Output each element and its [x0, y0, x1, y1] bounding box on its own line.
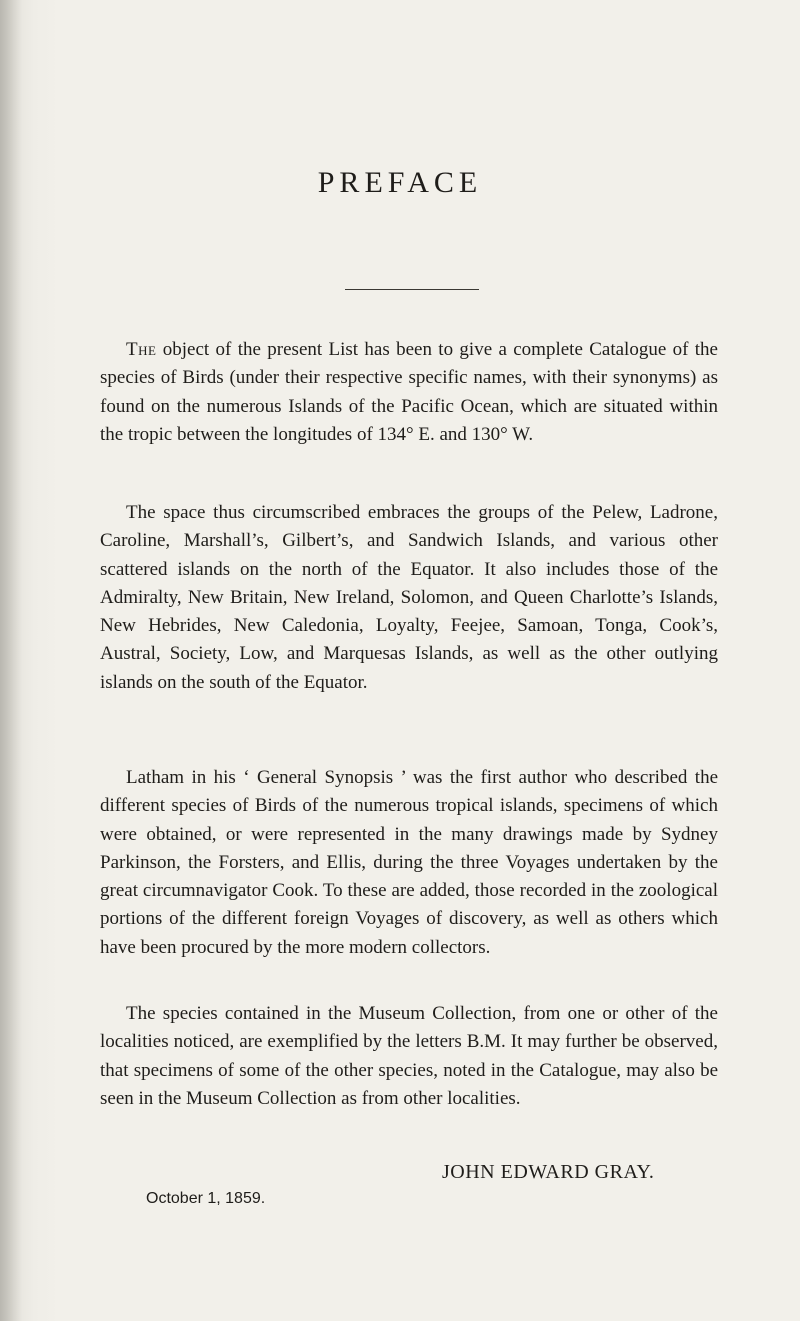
preface-paragraph-4 [100, 1000, 718, 1113]
paragraph-text: The species contained in the Museum Collection, from one or other of the localities noticed, are exemplified by the letters B.M. It may further be observed, that specimens of some of the other species, noted in the Catalogue, may also be seen in the Museum Collection as from other localities. [100, 1003, 718, 1109]
title-divider [345, 289, 479, 290]
preface-date: October 1, 1859. [146, 1190, 266, 1207]
preface-paragraph-3 [100, 764, 718, 962]
paragraph-text: The space thus circumscribed embraces the groups of the Pelew, Ladrone, Caroline, Marshall’s, Gilbert’s, and Sandwich Islands, and various other scattered islands on the north of the Equator. It also includes those of the Admiralty, New Britain, New Ireland, Solomon, and Queen Charlotte’s Islands, New Hebrides, New Caledonia, Loyalty, Feejee, Samoan, Tonga, Cook’s, Austral, Society, Low, and Marquesas Islands, as well as the other outlying islands on the south of the Equator. [100, 502, 718, 693]
page-title: PREFACE [317, 166, 483, 199]
paragraph-lead-word: The [126, 339, 157, 360]
author-signature: JOHN EDWARD GRAY. [442, 1161, 655, 1183]
paragraph-text: Latham in his ‘ General Synopsis ’ was the first author who described the different species of Birds of the numerous tropical islands, specimens of which were obtained, or were represented in the many drawings made by Sydney Parkinson, the Forsters, and Ellis, during the three Voyages undertaken by the great circumnavigator Cook. To these are added, those recorded in the zoological portions of the different foreign Voyages of discovery, as well as others which have been procured by the more modern collectors. [100, 767, 718, 958]
preface-paragraph-1 [100, 336, 718, 449]
preface-paragraph-2 [100, 499, 718, 697]
paragraph-text: object of the present List has been to give a complete Catalogue of the species of Birds (under their respective specific names, with their synonyms) as found on the numerous Islands of the Pacific Ocean, which are situated within the tropic between the longitudes of 134° E. and 130° W. [100, 339, 718, 445]
